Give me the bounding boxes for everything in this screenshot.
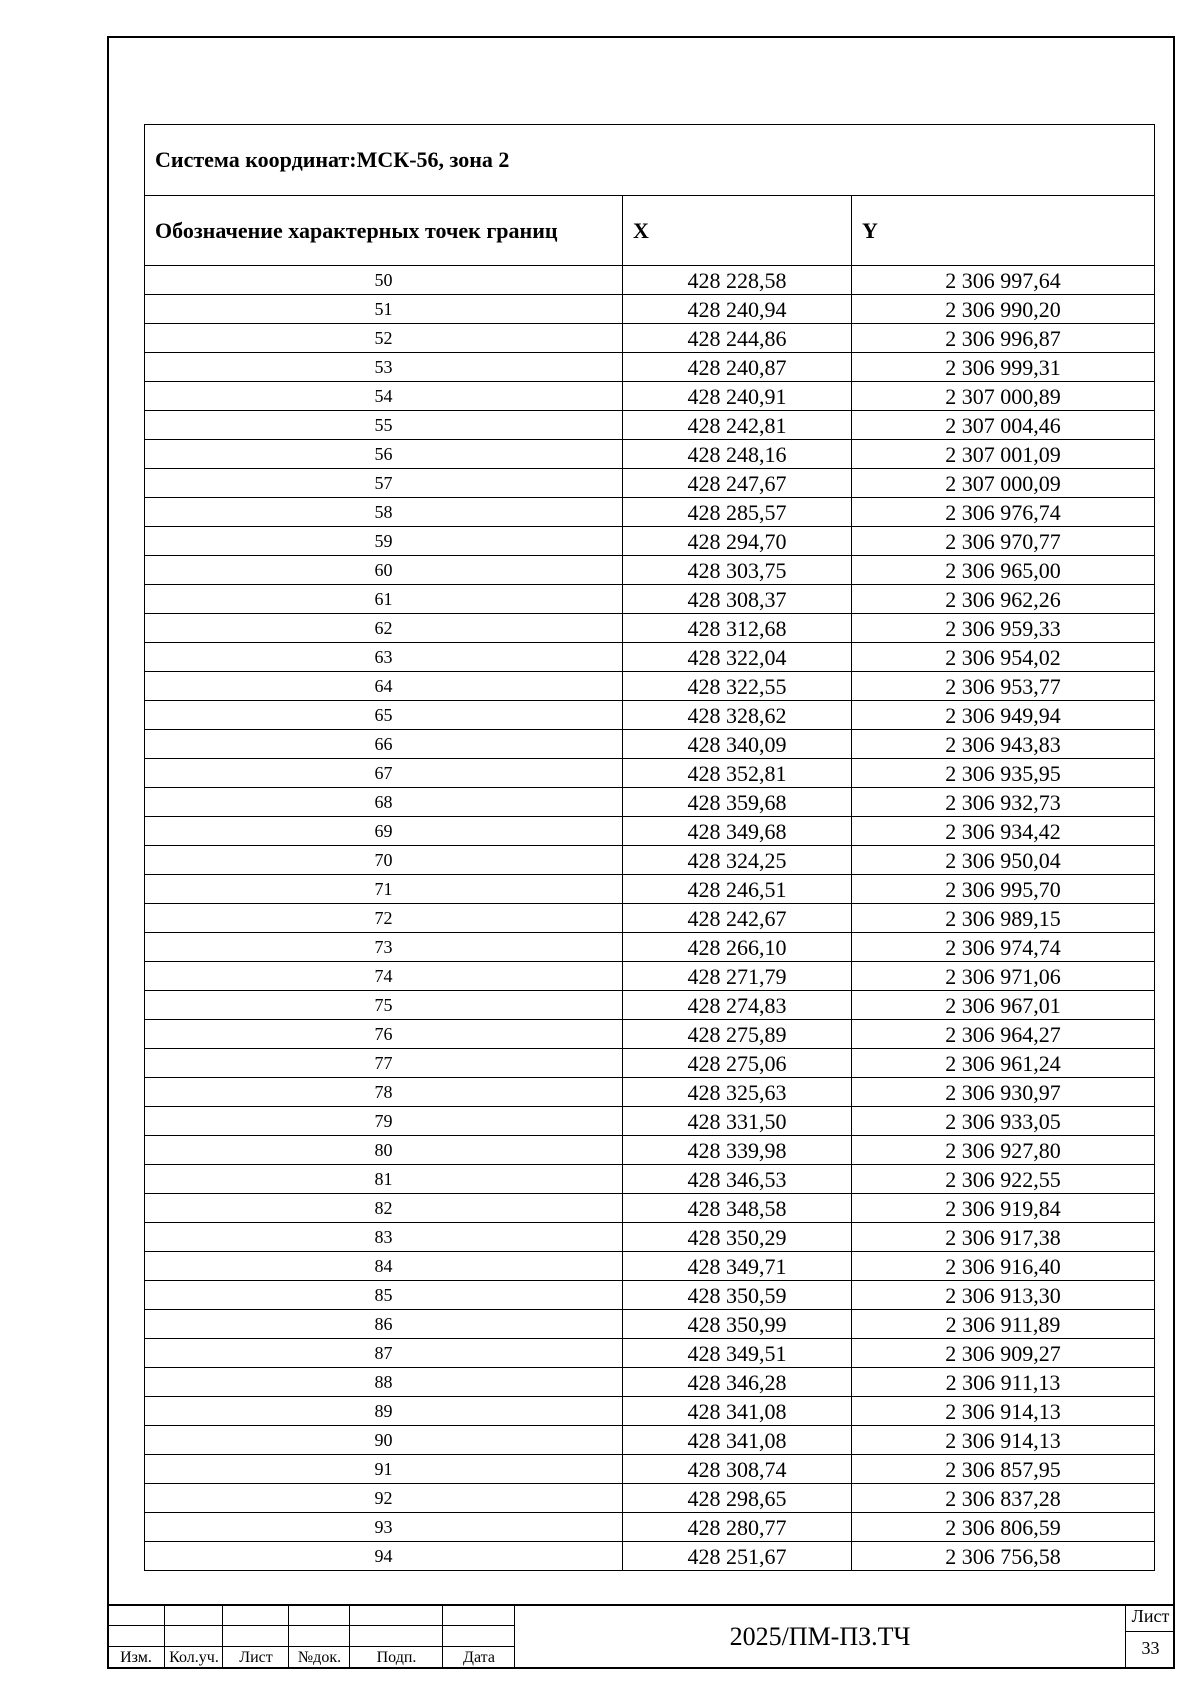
- cell-point: 50: [145, 266, 623, 295]
- label-list: Лист: [239, 1649, 273, 1666]
- label-data: Дата: [463, 1649, 495, 1666]
- cell-point: 59: [145, 527, 623, 556]
- cell-y: 2 306 916,40: [852, 1252, 1155, 1281]
- cell-x: 428 339,98: [623, 1136, 852, 1165]
- cell-point: 71: [145, 875, 623, 904]
- table-row: [145, 1165, 1155, 1194]
- cell-point: 52: [145, 324, 623, 353]
- table-row: [145, 1281, 1155, 1310]
- cell-y: 2 306 914,13: [852, 1426, 1155, 1455]
- table-row: [145, 1426, 1155, 1455]
- cell-x: 428 240,87: [623, 353, 852, 382]
- cell-x: 428 251,67: [623, 1542, 852, 1571]
- cell-point: 76: [145, 1020, 623, 1049]
- cell-x: 428 346,53: [623, 1165, 852, 1194]
- table-row: [145, 266, 1155, 295]
- cell-y: 2 306 954,02: [852, 643, 1155, 672]
- table-row: [145, 1136, 1155, 1165]
- cell-y: 2 306 909,27: [852, 1339, 1155, 1368]
- table-row: [145, 614, 1155, 643]
- cell-x: 428 240,91: [623, 382, 852, 411]
- table-row: [145, 846, 1155, 875]
- sheet-box: [1125, 1604, 1175, 1669]
- sheet-divider: [1126, 1631, 1175, 1632]
- cell-y: 2 306 914,13: [852, 1397, 1155, 1426]
- cell-x: 428 298,65: [623, 1484, 852, 1513]
- cell-y: 2 306 911,13: [852, 1368, 1155, 1397]
- cell-point: 51: [145, 295, 623, 324]
- cell-y: 2 306 976,74: [852, 498, 1155, 527]
- cell-y: 2 306 990,20: [852, 295, 1155, 324]
- cell-y: 2 306 935,95: [852, 759, 1155, 788]
- coordinates-table-body: [145, 125, 1155, 1571]
- header-point-designation: Обозначение характерных точек границ: [145, 196, 623, 266]
- table-row: [145, 933, 1155, 962]
- cell-point: 78: [145, 1078, 623, 1107]
- cell-point: 80: [145, 1136, 623, 1165]
- cell-y: 2 306 933,05: [852, 1107, 1155, 1136]
- table-row: [145, 701, 1155, 730]
- table-row: [145, 411, 1155, 440]
- cell-point: 61: [145, 585, 623, 614]
- cell-y: 2 306 970,77: [852, 527, 1155, 556]
- table-header-row: [145, 196, 1155, 266]
- table-row: [145, 991, 1155, 1020]
- cell-x: 428 341,08: [623, 1426, 852, 1455]
- cell-y: 2 307 000,09: [852, 469, 1155, 498]
- cell-point: 91: [145, 1455, 623, 1484]
- cell-x: 428 331,50: [623, 1107, 852, 1136]
- table-row: [145, 1049, 1155, 1078]
- cell-y: 2 306 919,84: [852, 1194, 1155, 1223]
- cell-point: 58: [145, 498, 623, 527]
- cell-point: 89: [145, 1397, 623, 1426]
- cell-x: 428 294,70: [623, 527, 852, 556]
- cell-point: 83: [145, 1223, 623, 1252]
- header-x: X: [623, 196, 852, 266]
- cell-x: 428 350,29: [623, 1223, 852, 1252]
- cell-point: 60: [145, 556, 623, 585]
- cell-y: 2 306 837,28: [852, 1484, 1155, 1513]
- cell-point: 56: [145, 440, 623, 469]
- cell-point: 87: [145, 1339, 623, 1368]
- table-row: [145, 730, 1155, 759]
- cell-point: 79: [145, 1107, 623, 1136]
- cell-point: 57: [145, 469, 623, 498]
- cell-x: 428 271,79: [623, 962, 852, 991]
- cell-y: 2 306 917,38: [852, 1223, 1155, 1252]
- cell-point: 90: [145, 1426, 623, 1455]
- table-row: [145, 1455, 1155, 1484]
- table-row: [145, 353, 1155, 382]
- cell-x: 428 242,67: [623, 904, 852, 933]
- sheet-label: Лист: [1131, 1606, 1170, 1626]
- cell-y: 2 306 943,83: [852, 730, 1155, 759]
- cell-point: 62: [145, 614, 623, 643]
- cell-y: 2 306 997,64: [852, 266, 1155, 295]
- table-row: [145, 904, 1155, 933]
- cell-point: 68: [145, 788, 623, 817]
- title-block: [107, 1604, 1175, 1669]
- cell-y: 2 306 971,06: [852, 962, 1155, 991]
- cell-x: 428 248,16: [623, 440, 852, 469]
- cell-point: 65: [145, 701, 623, 730]
- cell-x: 428 303,75: [623, 556, 852, 585]
- cell-x: 428 341,08: [623, 1397, 852, 1426]
- cell-y: 2 306 953,77: [852, 672, 1155, 701]
- cell-y: 2 306 911,89: [852, 1310, 1155, 1339]
- cell-point: 93: [145, 1513, 623, 1542]
- cell-point: 70: [145, 846, 623, 875]
- coordinates-table: [144, 124, 1155, 1571]
- cell-point: 63: [145, 643, 623, 672]
- cell-y: 2 306 857,95: [852, 1455, 1155, 1484]
- cell-point: 53: [145, 353, 623, 382]
- table-row: [145, 295, 1155, 324]
- cell-x: 428 274,83: [623, 991, 852, 1020]
- table-row: [145, 1020, 1155, 1049]
- cell-x: 428 266,10: [623, 933, 852, 962]
- cell-point: 86: [145, 1310, 623, 1339]
- cell-y: 2 306 756,58: [852, 1542, 1155, 1571]
- table-row: [145, 875, 1155, 904]
- cell-x: 428 349,51: [623, 1339, 852, 1368]
- cell-x: 428 246,51: [623, 875, 852, 904]
- cell-x: 428 285,57: [623, 498, 852, 527]
- table-row: [145, 759, 1155, 788]
- cell-y: 2 306 949,94: [852, 701, 1155, 730]
- cell-x: 428 275,06: [623, 1049, 852, 1078]
- label-izm: Изм.: [120, 1649, 152, 1666]
- cell-point: 66: [145, 730, 623, 759]
- table-row: [145, 469, 1155, 498]
- table-row: [145, 440, 1155, 469]
- cell-x: 428 348,58: [623, 1194, 852, 1223]
- cell-y: 2 306 806,59: [852, 1513, 1155, 1542]
- cell-point: 82: [145, 1194, 623, 1223]
- cell-y: 2 306 930,97: [852, 1078, 1155, 1107]
- cell-x: 428 324,25: [623, 846, 852, 875]
- cell-point: 54: [145, 382, 623, 411]
- cell-x: 428 308,37: [623, 585, 852, 614]
- table-row: [145, 1078, 1155, 1107]
- table-row: [145, 1339, 1155, 1368]
- cell-point: 77: [145, 1049, 623, 1078]
- table-row: [145, 498, 1155, 527]
- cell-x: 428 340,09: [623, 730, 852, 759]
- cell-x: 428 352,81: [623, 759, 852, 788]
- cell-point: 81: [145, 1165, 623, 1194]
- cell-x: 428 322,55: [623, 672, 852, 701]
- cell-y: 2 306 950,04: [852, 846, 1155, 875]
- cell-x: 428 244,86: [623, 324, 852, 353]
- label-ndok: №док.: [297, 1649, 342, 1666]
- cell-point: 88: [145, 1368, 623, 1397]
- cell-x: 428 328,62: [623, 701, 852, 730]
- header-y: Y: [852, 196, 1155, 266]
- cell-point: 72: [145, 904, 623, 933]
- cell-point: 85: [145, 1281, 623, 1310]
- cell-x: 428 242,81: [623, 411, 852, 440]
- table-row: [145, 962, 1155, 991]
- sheet-number: 33: [1141, 1638, 1160, 1658]
- cell-x: 428 350,99: [623, 1310, 852, 1339]
- cell-y: 2 306 922,55: [852, 1165, 1155, 1194]
- cell-x: 428 346,28: [623, 1368, 852, 1397]
- cell-y: 2 306 974,74: [852, 933, 1155, 962]
- cell-x: 428 240,94: [623, 295, 852, 324]
- cell-y: 2 307 000,89: [852, 382, 1155, 411]
- coordinate-system-title: Система координат:МСК-56, зона 2: [145, 125, 1155, 196]
- table-row: [145, 1513, 1155, 1542]
- cell-x: 428 308,74: [623, 1455, 852, 1484]
- cell-point: 92: [145, 1484, 623, 1513]
- table-row: [145, 1542, 1155, 1571]
- cell-x: 428 325,63: [623, 1078, 852, 1107]
- cell-point: 69: [145, 817, 623, 846]
- cell-point: 75: [145, 991, 623, 1020]
- cell-y: 2 306 927,80: [852, 1136, 1155, 1165]
- cell-y: 2 307 001,09: [852, 440, 1155, 469]
- cell-y: 2 306 995,70: [852, 875, 1155, 904]
- cell-x: 428 349,68: [623, 817, 852, 846]
- table-row: [145, 817, 1155, 846]
- cell-x: 428 275,89: [623, 1020, 852, 1049]
- cell-point: 94: [145, 1542, 623, 1571]
- cell-y: 2 306 961,24: [852, 1049, 1155, 1078]
- cell-y: 2 306 962,26: [852, 585, 1155, 614]
- cell-y: 2 306 913,30: [852, 1281, 1155, 1310]
- cell-point: 73: [145, 933, 623, 962]
- table-row: [145, 1252, 1155, 1281]
- table-row: [145, 1107, 1155, 1136]
- cell-x: 428 359,68: [623, 788, 852, 817]
- cell-point: 64: [145, 672, 623, 701]
- table-row: [145, 382, 1155, 411]
- cell-x: 428 247,67: [623, 469, 852, 498]
- table-row: [145, 1223, 1155, 1252]
- cell-y: 2 307 004,46: [852, 411, 1155, 440]
- table-row: [145, 1484, 1155, 1513]
- cell-point: 84: [145, 1252, 623, 1281]
- cell-x: 428 349,71: [623, 1252, 852, 1281]
- table-row: [145, 556, 1155, 585]
- cell-y: 2 306 965,00: [852, 556, 1155, 585]
- cell-y: 2 306 959,33: [852, 614, 1155, 643]
- cell-x: 428 312,68: [623, 614, 852, 643]
- cell-y: 2 306 996,87: [852, 324, 1155, 353]
- cell-x: 428 322,04: [623, 643, 852, 672]
- cell-y: 2 306 989,15: [852, 904, 1155, 933]
- coordinate-system-row: [145, 125, 1155, 196]
- cell-point: 74: [145, 962, 623, 991]
- cell-x: 428 228,58: [623, 266, 852, 295]
- table-row: [145, 643, 1155, 672]
- cell-y: 2 306 964,27: [852, 1020, 1155, 1049]
- label-kol-uch: Кол.уч.: [169, 1649, 219, 1666]
- table-row: [145, 1368, 1155, 1397]
- table-row: [145, 1194, 1155, 1223]
- cell-point: 55: [145, 411, 623, 440]
- cell-y: 2 306 932,73: [852, 788, 1155, 817]
- table-row: [145, 788, 1155, 817]
- table-row: [145, 324, 1155, 353]
- cell-y: 2 306 999,31: [852, 353, 1155, 382]
- document-code: 2025/ПМ-ПЗ.ТЧ: [729, 1621, 911, 1651]
- table-row: [145, 672, 1155, 701]
- table-row: [145, 527, 1155, 556]
- cell-y: 2 306 967,01: [852, 991, 1155, 1020]
- table-row: [145, 1310, 1155, 1339]
- label-podp: Подп.: [376, 1649, 417, 1666]
- cell-x: 428 350,59: [623, 1281, 852, 1310]
- table-row: [145, 585, 1155, 614]
- cell-point: 67: [145, 759, 623, 788]
- table-row: [145, 1397, 1155, 1426]
- cell-y: 2 306 934,42: [852, 817, 1155, 846]
- cell-x: 428 280,77: [623, 1513, 852, 1542]
